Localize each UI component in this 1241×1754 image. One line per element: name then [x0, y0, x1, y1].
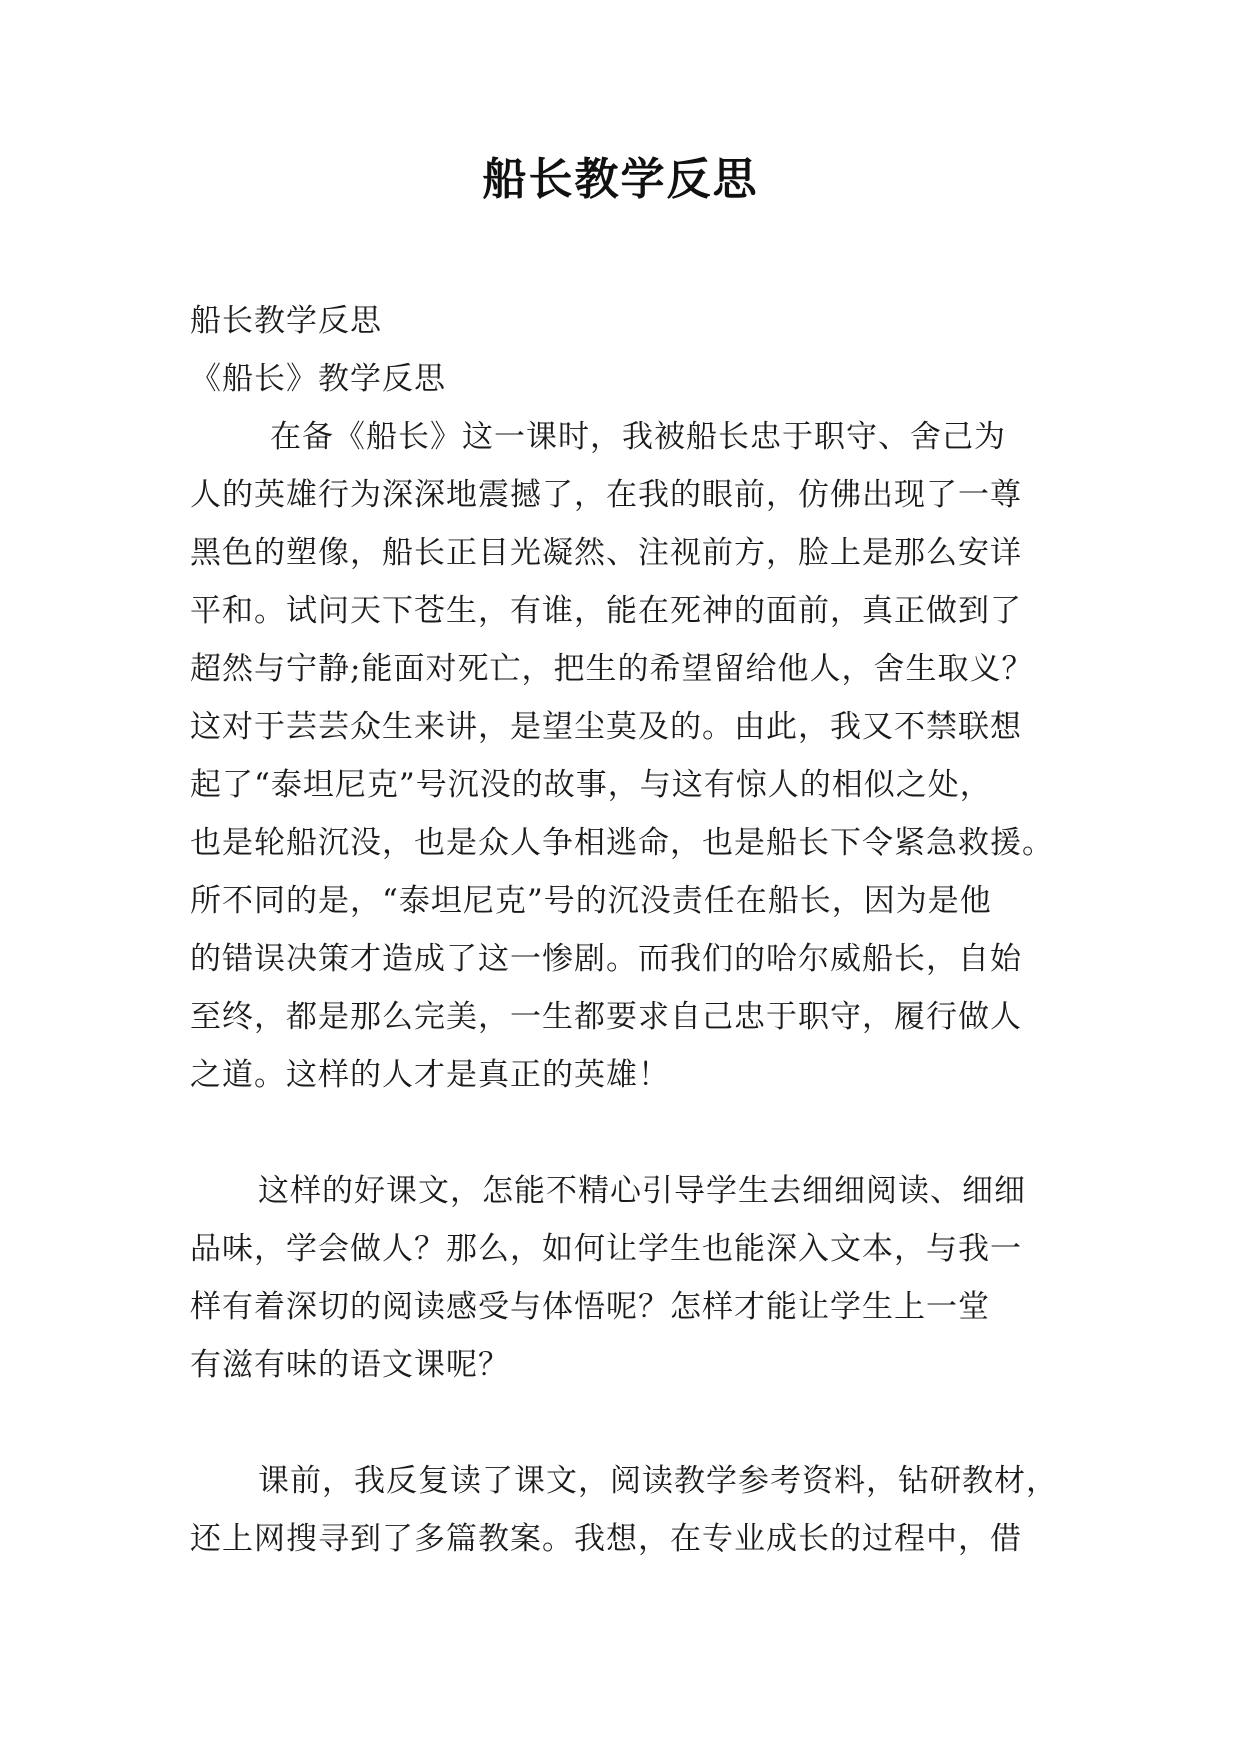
- paragraph-gap: [190, 1104, 1060, 1162]
- paragraph-line: 还上网搜寻到了多篇教案。我想，在专业成长的过程中，借: [190, 1521, 1022, 1557]
- document-body: [190, 292, 1060, 1568]
- paragraph-3: [190, 1452, 1060, 1568]
- paragraph-line: 品味，学会做人？那么，如何让学生也能深入文本，与我一: [190, 1231, 1022, 1267]
- paragraph-line: 之道。这样的人才是真正的英雄！: [190, 1057, 670, 1093]
- paragraph-line: 平和。试问天下苍生，有谁，能在死神的面前，真正做到了: [190, 593, 1022, 629]
- paragraph-line: 样有着深切的阅读感受与体悟呢？怎样才能让学生上一堂: [190, 1289, 990, 1325]
- paragraph-line: 在备《船长》这一课时，我被船长忠于职守、舍己为: [270, 419, 1006, 455]
- subheading-line: 《船长》教学反思: [190, 361, 446, 397]
- paragraph-line: 人的英雄行为深深地震撼了，在我的眼前，仿佛出现了一尊: [190, 477, 1022, 513]
- paragraph-line: 这对于芸芸众生来讲，是望尘莫及的。由此，我又不禁联想: [190, 709, 1022, 745]
- paragraph-1: [190, 408, 1060, 1104]
- paragraph-gap: [190, 1394, 1060, 1452]
- paragraph-line: 有滋有味的语文课呢？: [190, 1347, 510, 1383]
- paragraph-line: 起了“泰坦尼克”号沉没的故事，与这有惊人的相似之处，: [190, 767, 992, 803]
- paragraph-line: 的错误决策才造成了这一惨剧。而我们的哈尔威船长，自始: [190, 941, 1022, 977]
- paragraph-line: 这样的好课文，怎能不精心引导学生去细细阅读、细细: [258, 1173, 1026, 1209]
- paragraph-line: 至终，都是那么完美，一生都要求自己忠于职守，履行做人: [190, 999, 1022, 1035]
- document-title: 船长教学反思: [482, 154, 759, 205]
- paragraph-line: 也是轮船沉没，也是众人争相逃命，也是船长下令紧急救援。: [190, 825, 1054, 861]
- paragraph-line: 课前，我反复读了课文，阅读教学参考资料，钻研教材，: [258, 1463, 1058, 1499]
- heading-line: 船长教学反思: [190, 303, 382, 339]
- paragraph-line: 超然与宁静;能面对死亡，把生的希望留给他人，舍生取义？: [190, 651, 1034, 687]
- paragraph-2: [190, 1162, 1060, 1394]
- paragraph-line: 所不同的是，“泰坦尼克”号的沉没责任在船长，因为是他: [190, 883, 992, 919]
- paragraph-line: 黑色的塑像，船长正目光凝然、注视前方，脸上是那么安详: [190, 535, 1022, 571]
